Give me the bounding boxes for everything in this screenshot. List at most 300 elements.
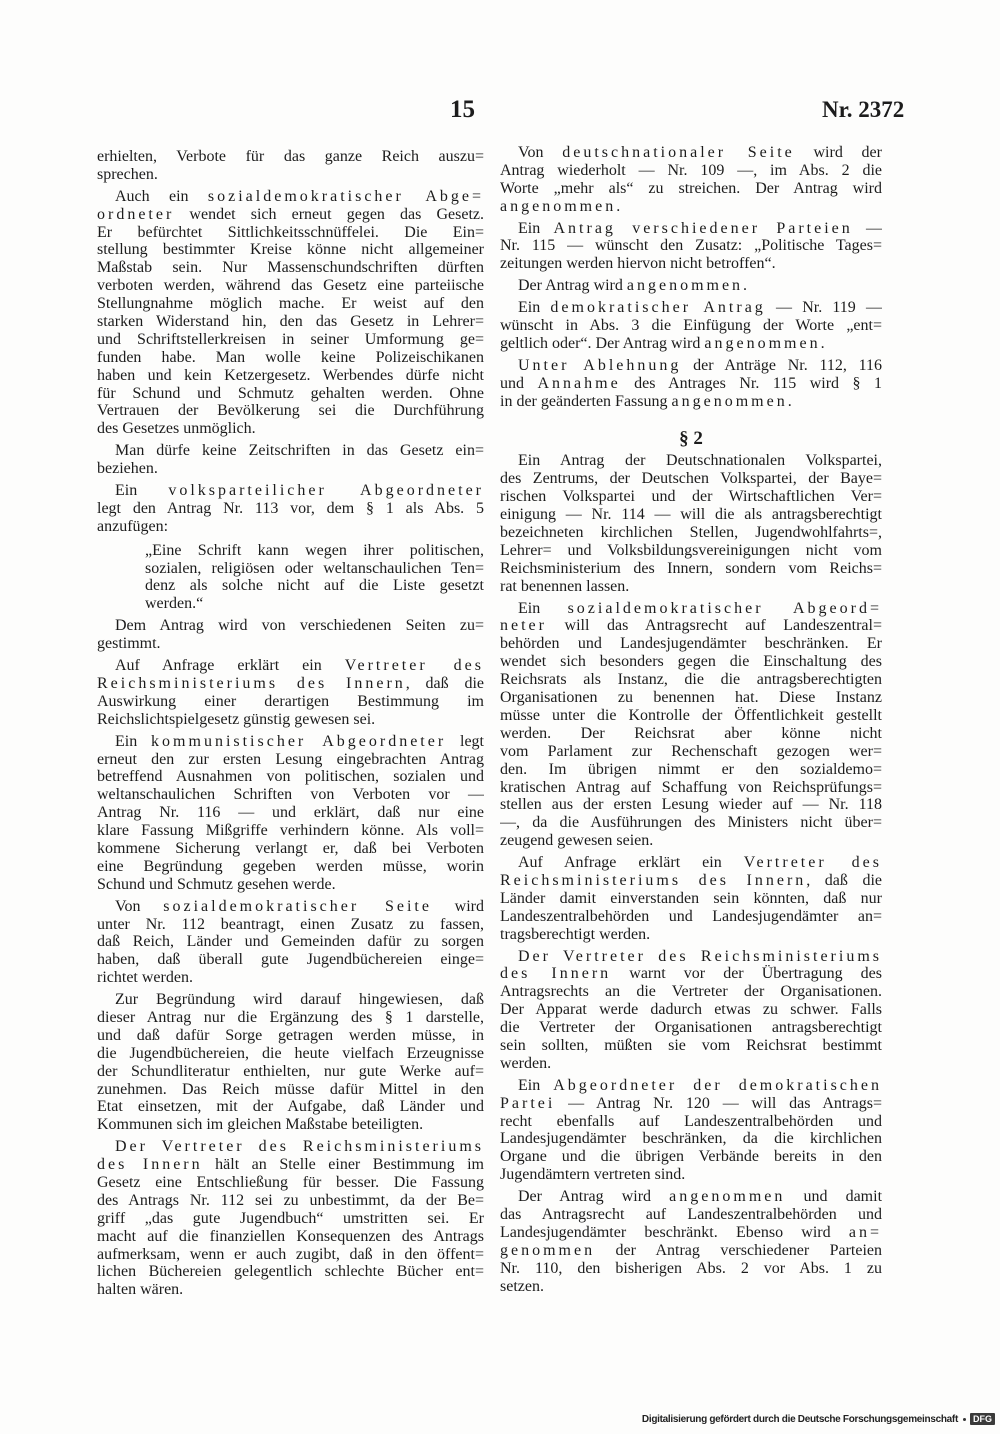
text-line [500, 1206, 882, 1224]
text-run: Ein [115, 732, 152, 750]
text-run: Ein [518, 599, 568, 617]
text-line [97, 313, 484, 331]
paragraph [500, 299, 882, 353]
text-run: Worte „mehr als“ zu streichen. Der Antrag wird [500, 179, 882, 197]
text-line [500, 1113, 882, 1131]
text-run: tragsberechtigt werden. [500, 925, 651, 943]
text-run: will das Antragsrecht auf Landeszentral= [546, 617, 882, 635]
text-line [500, 926, 882, 944]
spaced-emphasis-run: Abgeordneter der demokratischen [553, 1076, 882, 1094]
text-line [97, 617, 484, 635]
text-run: das Antragsrecht auf Landeszentralbehörden und [500, 1205, 882, 1223]
text-line [97, 518, 484, 536]
text-run: für Schund und Schmutz gehalten werden. Ohne [97, 384, 484, 402]
text-run: verboten werden, während das Gesetz eine parteiische [97, 277, 484, 295]
text-run: Landeszentralbehörden und Landesjugendämter an= [500, 907, 882, 925]
spaced-emphasis-run: sozialdemokratischer Abgeord= [567, 599, 882, 617]
text-run: , daß die [806, 871, 882, 889]
text-run: Nr. 115 — wünscht den Zusatz: „Politische Tages= [500, 237, 882, 255]
text-line [500, 357, 882, 375]
spaced-emphasis-run: sozialdemokratischer Seite [163, 897, 432, 915]
text-run: unter Nr. 112 beantragt, einen Zusatz zu fassen, [97, 915, 484, 933]
spaced-emphasis-run: neter [500, 617, 547, 635]
text-line [500, 335, 882, 353]
text-run: Ein [115, 482, 169, 500]
text-line [97, 385, 484, 403]
text-run: beziehen. [97, 460, 158, 478]
text-run: den. Im übrigen nimmt er den sozialdemo= [500, 760, 882, 778]
text-run: stellung bestimmter Kreise könne nicht allgemeiner [97, 241, 484, 259]
text-line [500, 180, 882, 198]
paragraph [97, 148, 484, 184]
paragraph [500, 452, 882, 595]
text-line [500, 470, 882, 488]
text-line [500, 1260, 882, 1278]
text-run: halten wären. [97, 1281, 184, 1299]
text-run: wendet sich erneut gegen das Gesetz. [174, 205, 484, 223]
spaced-emphasis-run: kommunistischer Abgeordneter [151, 732, 447, 750]
text-run: der Anträge Nr. 112, 116 [681, 356, 882, 374]
text-run: müsse unter die Kontrolle der Öffentlichkeit gestellt [500, 706, 882, 724]
text-run: eine Begründung gegeben werden müsse, worin [97, 857, 484, 875]
text-run: — [852, 219, 882, 237]
spaced-emphasis-run: angenommen. [671, 392, 795, 410]
text-line [500, 814, 882, 832]
text-line [97, 858, 484, 876]
text-run: behörden und Landesjugendämter beschränken. Er [500, 635, 882, 653]
text-run: erhielten, Verbote für das ganze Reich auszu= [97, 148, 484, 165]
text-run: , daß die [405, 674, 484, 692]
text-run: erneut den zur ersten Lesung eingebrachten Antrag [97, 750, 484, 768]
text-run: geltlich oder“. Der Antrag wird [500, 334, 705, 352]
text-line [500, 299, 882, 317]
text-run: werden. Der Reichsrat aber könne nicht [500, 724, 882, 742]
text-line [500, 832, 882, 850]
text-line [500, 779, 882, 797]
text-line [500, 277, 882, 295]
paragraph [500, 600, 882, 850]
text-line [97, 657, 484, 675]
text-run: hält an Stelle einer Bestimmung im [202, 1156, 484, 1174]
text-run: Der Apparat werde dadurch etwas zu schwer. Falls [500, 1001, 882, 1019]
text-line [97, 711, 484, 729]
spaced-emphasis-run: deutschnationaler Seite [562, 144, 795, 161]
text-run: Reichsrats als Instanz, die die antragsberechtigten [500, 671, 882, 689]
text-line [97, 148, 484, 166]
text-line [97, 1210, 484, 1228]
text-run: Organe und die übrigen Verbände bereits in den [500, 1148, 882, 1166]
text-line [97, 951, 484, 969]
text-run: haben, daß überall gute Jugendbüchereien einge= [97, 951, 484, 969]
text-line [500, 707, 882, 725]
paragraph [500, 220, 882, 274]
text-run: vom Parlament zur Rechenschaft gezogen wer= [500, 742, 882, 760]
text-run: Kommunen sich im gleichen Maßstabe beteiligten. [97, 1116, 424, 1134]
text-run: Landesjugendämter beschränken, da die kirchlichen [500, 1130, 882, 1148]
text-line [145, 577, 484, 595]
text-run: und [500, 374, 538, 392]
text-line [97, 241, 484, 259]
text-run: sein sollten, müßten sie vom Reichsrat bestimmt [500, 1036, 882, 1054]
text-run: recht ebenfalls auf Landeszentralbehörden und [500, 1112, 882, 1130]
paragraph [500, 948, 882, 1073]
text-line [97, 786, 484, 804]
spaced-emphasis-run: Partei [500, 1094, 556, 1112]
text-line [97, 876, 484, 894]
spaced-emphasis-run: Antrag verschiedener Parteien [553, 219, 853, 237]
paragraph [97, 898, 484, 987]
text-line [97, 1192, 484, 1210]
text-line [500, 375, 882, 393]
text-line [500, 653, 882, 671]
text-run: in der geänderten Fassung [500, 392, 672, 410]
text-line [97, 675, 484, 693]
paragraph [500, 1188, 882, 1295]
spaced-emphasis-run: angenommen. [704, 334, 828, 352]
paragraph [97, 188, 484, 438]
text-line [97, 1098, 484, 1116]
text-run: griff „das gute Jugendbuch“ umstritten sei. Er [97, 1209, 484, 1227]
spaced-emphasis-run: angenommen. [500, 197, 624, 215]
text-line [500, 578, 882, 596]
text-run: legt den Antrag Nr. 113 vor, dem § 1 als Abs. 5 [97, 499, 484, 517]
text-line [97, 206, 484, 224]
text-line [97, 840, 484, 858]
text-run: betreffend Ausnahmen von politischen, sozialen und [97, 768, 484, 786]
paragraph [97, 617, 484, 653]
text-run: rat benennen lassen. [500, 577, 630, 595]
credit-text: Digitalisierung gefördert durch die Deutsche Forschungsgemeinschaft [641, 1413, 958, 1425]
text-line [500, 1077, 882, 1095]
text-run: Ein [518, 219, 554, 237]
text-line [500, 560, 882, 578]
text-line [97, 295, 484, 313]
text-run: Organisationen zu benennen hat. Diese Instanz [500, 689, 882, 707]
digitization-credit [642, 1412, 995, 1426]
paragraph [97, 991, 484, 1134]
text-run: stellen aus der ersten Lesung wieder auf — Nr. 118 [500, 796, 882, 814]
text-run: wird [431, 897, 484, 915]
text-run: klare Fassung Mißgriffe verhindern könne. Als voll= [97, 822, 484, 840]
text-run: — Antrag Nr. 120 — will das Antrags= [555, 1094, 882, 1112]
text-line [500, 948, 882, 966]
text-run: sprechen. [97, 165, 158, 183]
text-line [500, 1224, 882, 1242]
text-line [97, 991, 484, 1009]
text-line [97, 166, 484, 184]
text-line [500, 452, 882, 470]
paragraph [500, 1077, 882, 1184]
spaced-emphasis-run: des Innern [97, 1156, 203, 1174]
text-line [500, 1037, 882, 1055]
text-run: Von [115, 897, 164, 915]
text-run: wird der [794, 144, 882, 161]
paragraph [97, 1138, 484, 1299]
text-run: werden. [500, 1054, 552, 1072]
spaced-emphasis-run: angenommen. [626, 277, 751, 295]
text-line [97, 349, 484, 367]
text-run: setzen. [500, 1277, 544, 1295]
text-line [500, 1130, 882, 1148]
text-run: Zur Begründung wird darauf hingewiesen, daß [115, 991, 484, 1009]
text-run: werden.“ [145, 595, 204, 613]
text-line [500, 908, 882, 926]
text-line [145, 542, 484, 560]
spaced-emphasis-run: Annahme [537, 374, 621, 392]
spaced-emphasis-run: an= [848, 1223, 882, 1241]
text-run: denz als solche nicht auf die Liste gesetzt [145, 577, 484, 595]
text-line [97, 635, 484, 653]
text-run: Antragsrechts an die Vertreter der Organisationen. [500, 983, 882, 1001]
dfg-logo: DFG [970, 1413, 995, 1425]
text-run: Man dürfe keine Zeitschriften in das Gesetz ein= [115, 442, 484, 460]
text-run: des Gesetzes unmöglich. [97, 420, 256, 438]
paragraph [500, 357, 882, 411]
text-line [500, 1242, 882, 1260]
text-run: der Schundliteratur enthielten, nur gute Werke auf= [97, 1062, 484, 1080]
text-line [500, 488, 882, 506]
text-run: Auf Anfrage erklärt ein [115, 657, 345, 675]
text-run: Dem Antrag wird von verschiedenen Seiten zu= [115, 617, 484, 635]
paragraph [97, 657, 484, 729]
text-line [145, 595, 484, 613]
text-run: die Vertreter der Organisationen antragsberechtigt [500, 1019, 882, 1037]
spaced-emphasis-run: Vertreter des [743, 854, 882, 872]
text-run: Maßstab sein. Nur Massenschundschriften dürften [97, 259, 484, 277]
paragraph [97, 482, 484, 536]
text-line [500, 796, 882, 814]
text-line [97, 1009, 484, 1027]
text-run: Jugendämtern vertreten sind. [500, 1166, 686, 1184]
text-line [97, 1228, 484, 1246]
text-line [500, 1055, 882, 1073]
text-line [97, 751, 484, 769]
text-run: —, da die Ausführungen des Ministers nicht über= [500, 814, 882, 832]
text-run: Lehrer= und Volksbildungsvereinigungen nicht vom [500, 541, 882, 559]
text-run: Auch ein [115, 187, 208, 205]
text-run: rischen Volkspartei und der Wirtschaftlichen Ver= [500, 488, 882, 506]
text-run: aufmerksam, wenn er auch zugibt, daß in den öffent= [97, 1245, 484, 1263]
text-line [97, 402, 484, 420]
text-line [500, 1166, 882, 1184]
text-line [500, 743, 882, 761]
text-run: haben und kein Ketzergesetz. Werbendes dürfe nicht [97, 366, 484, 384]
text-line [500, 393, 882, 411]
text-line [500, 761, 882, 779]
text-line [500, 965, 882, 983]
text-run: Ein [518, 299, 551, 317]
text-run: Antrag Nr. 116 — und erklärt, daß nur eine [97, 804, 484, 822]
text-line [500, 1095, 882, 1113]
text-run: Er befürchtet Sittlichkeitsschnüffelei. Die Ein= [97, 223, 484, 241]
text-run: zeitungen werden hiervon nicht betroffen“. [500, 255, 776, 273]
text-run: legt [446, 732, 484, 750]
spaced-emphasis-run: demokratischer Antrag [550, 299, 766, 317]
text-line [97, 277, 484, 295]
text-run: Gesetz eine Entschließung für besser. Die Fassung [97, 1173, 484, 1191]
text-line [97, 693, 484, 711]
spaced-emphasis-run: volksparteilicher Abgeordneter [168, 482, 484, 500]
text-run: sozialen, religiösen oder weltanschaulichen Ten= [145, 559, 484, 577]
left-column [97, 148, 484, 1299]
text-run: Der Antrag wird [518, 277, 627, 295]
text-line [500, 506, 882, 524]
text-run: Der Antrag wird [518, 1188, 670, 1206]
text-run: macht auf die finanziellen Konsequenzen des Antrags [97, 1227, 484, 1245]
spaced-emphasis-run: Der Vertreter des Reichsministeriums [115, 1138, 484, 1156]
text-run: Etat einsetzen, mit der Aufgabe, daß Länder und [97, 1098, 484, 1116]
separator-dot [963, 1418, 966, 1421]
text-line [500, 854, 882, 872]
text-run: Reichsministerium des Innern, sondern vom Reichs= [500, 559, 882, 577]
text-line [97, 331, 484, 349]
text-line [97, 822, 484, 840]
text-line [97, 1063, 484, 1081]
text-run: und Schriftstellerkreisen in seiner Umformung ge= [97, 330, 484, 348]
text-line [500, 1188, 882, 1206]
text-run: einigung — Nr. 114 — will die als antragsberechtigt [500, 506, 882, 524]
text-run: des Antrags Nr. 112 sei zu unbestimmt, da der Be= [97, 1191, 484, 1209]
text-run: zunehmen. Das Reich müsse dafür Mittel in den [97, 1080, 484, 1098]
text-line [97, 916, 484, 934]
text-line [500, 600, 882, 618]
text-line [500, 198, 882, 216]
text-run: Nr. 110, den bisherigen Abs. 2 vor Abs. 1 zu [500, 1259, 882, 1277]
text-line [97, 442, 484, 460]
text-line [500, 220, 882, 238]
text-line [97, 733, 484, 751]
text-line [97, 1027, 484, 1045]
spaced-emphasis-run: Unter Ablehnung [518, 356, 682, 374]
text-run: funden habe. Man wolle keine Polizeischikanen [97, 348, 484, 366]
text-run: „Eine Schrift kann wegen ihrer politischen, [145, 541, 484, 559]
paragraph [500, 277, 882, 295]
text-line [97, 1156, 484, 1174]
text-line [97, 1246, 484, 1264]
text-run: und daß dafür Sorge getragen werden müsse, in [97, 1026, 484, 1044]
text-run: zeugend gewesen seien. [500, 832, 654, 850]
text-line [97, 1045, 484, 1063]
text-line [97, 1138, 484, 1156]
text-line [500, 542, 882, 560]
text-run: daß Reich, Länder und Gemeinden dafür zu sorgen [97, 933, 484, 951]
text-run: lichen Büchereien gelegentlich schlechte Bücher ent= [97, 1263, 484, 1281]
text-line [97, 482, 484, 500]
text-run: die Jugendbüchereien, die heute vielfach Erzeugnisse [97, 1044, 484, 1062]
text-run: Ein Antrag der Deutschnationalen Volkspartei, [518, 452, 882, 470]
text-line [500, 317, 882, 335]
text-line [97, 224, 484, 242]
text-run: und damit [785, 1188, 882, 1206]
text-run: Länder damit einverstanden sein könnten, daß nur [500, 889, 882, 907]
text-line [97, 969, 484, 987]
text-run: Auf Anfrage erklärt ein [518, 854, 744, 872]
text-line [97, 188, 484, 206]
text-line [97, 768, 484, 786]
text-run: des Antrages Nr. 115 wird § 1 [620, 374, 882, 392]
text-run: weltanschaulichen Schriften von Verboten vor — [97, 786, 484, 804]
text-run: Stellungnahme möglich mache. Er weist auf den [97, 295, 484, 313]
text-line [500, 635, 882, 653]
text-line [500, 1278, 882, 1296]
text-line [97, 460, 484, 478]
text-line [500, 162, 882, 180]
text-run: Reichslichtspielgesetz günstig gewesen sei. [97, 710, 376, 728]
text-run: Landesjugendämter beschränkt. Ebenso wird [500, 1223, 849, 1241]
text-line [500, 1148, 882, 1166]
text-line [97, 1116, 484, 1134]
text-line [500, 255, 882, 273]
text-run: richtet werden. [97, 969, 193, 987]
text-line [97, 1081, 484, 1099]
text-line [97, 804, 484, 822]
spaced-emphasis-run: Reichsministeriums des Innern [500, 871, 807, 889]
spaced-emphasis-run: angenommen [669, 1188, 786, 1206]
text-run: Vertrauen der Bevölkerung sei die Durchführung [97, 402, 484, 420]
text-line [97, 898, 484, 916]
text-line [97, 1281, 484, 1299]
spaced-emphasis-run: des Innern [500, 965, 612, 983]
spaced-emphasis-run: genommen [500, 1241, 596, 1259]
text-line [500, 725, 882, 743]
text-line [500, 872, 882, 890]
text-run: Schund und Schmutz gesehen werde. [97, 875, 336, 893]
spaced-emphasis-run: Der Vertreter des Reichsministeriums [518, 947, 882, 965]
text-run: — Nr. 119 — [765, 299, 882, 317]
spaced-emphasis-run: Vertreter des [344, 657, 484, 675]
text-line [145, 560, 484, 578]
text-run: Von [518, 144, 563, 161]
text-run: dieser Antrag nur die Ergänzung des § 1 darstelle, [97, 1008, 484, 1026]
text-run: warnt vor der Übertragung des [611, 965, 882, 983]
text-run: gestimmt. [97, 635, 161, 653]
text-line [500, 890, 882, 908]
text-run: Ein [518, 1076, 554, 1094]
text-line [97, 259, 484, 277]
text-run: Auswirkung einer derartigen Bestimmung im [97, 692, 484, 710]
spaced-emphasis-run: Reichsministeriums des Innern [97, 674, 406, 692]
text-line [500, 1019, 882, 1037]
paragraph [500, 144, 882, 216]
text-line [500, 1001, 882, 1019]
page-number: 15 [450, 96, 475, 123]
paragraph [500, 854, 882, 943]
text-line [97, 1174, 484, 1192]
document-number: Nr. 2372 [822, 97, 905, 122]
text-run: Antrag wiederholt — Nr. 109 —, im Abs. 2 die [500, 161, 882, 179]
spaced-emphasis-run: ordneter [97, 205, 175, 223]
text-line [500, 689, 882, 707]
text-run: kratischen Antrag auf Schaffung von Reichsprüfungs= [500, 778, 882, 796]
text-run: kommene Sicherung verlangt er, daß bei Verboten [97, 839, 484, 857]
text-line [97, 1263, 484, 1281]
text-run: wünscht in Abs. 3 die Einfügung der Worte „ent= [500, 317, 882, 335]
text-line [97, 933, 484, 951]
text-line [500, 671, 882, 689]
paragraph [97, 733, 484, 894]
text-run: bezeichneten kirchlichen Stellen, Jugendwohlfahrts=, [500, 524, 882, 542]
text-line [97, 367, 484, 385]
text-run: der Antrag verschiedener Parteien [595, 1241, 882, 1259]
text-line [500, 144, 882, 162]
text-line [500, 983, 882, 1001]
spaced-emphasis-run: sozialdemokratischer Abge= [207, 187, 484, 205]
quoted-text-block [145, 542, 484, 614]
text-run: starken Widerstand hin, den das Gesetz in Lehrer= [97, 313, 484, 331]
text-line [500, 617, 882, 635]
right-column [500, 144, 882, 1295]
text-run: anzufügen: [97, 517, 169, 535]
